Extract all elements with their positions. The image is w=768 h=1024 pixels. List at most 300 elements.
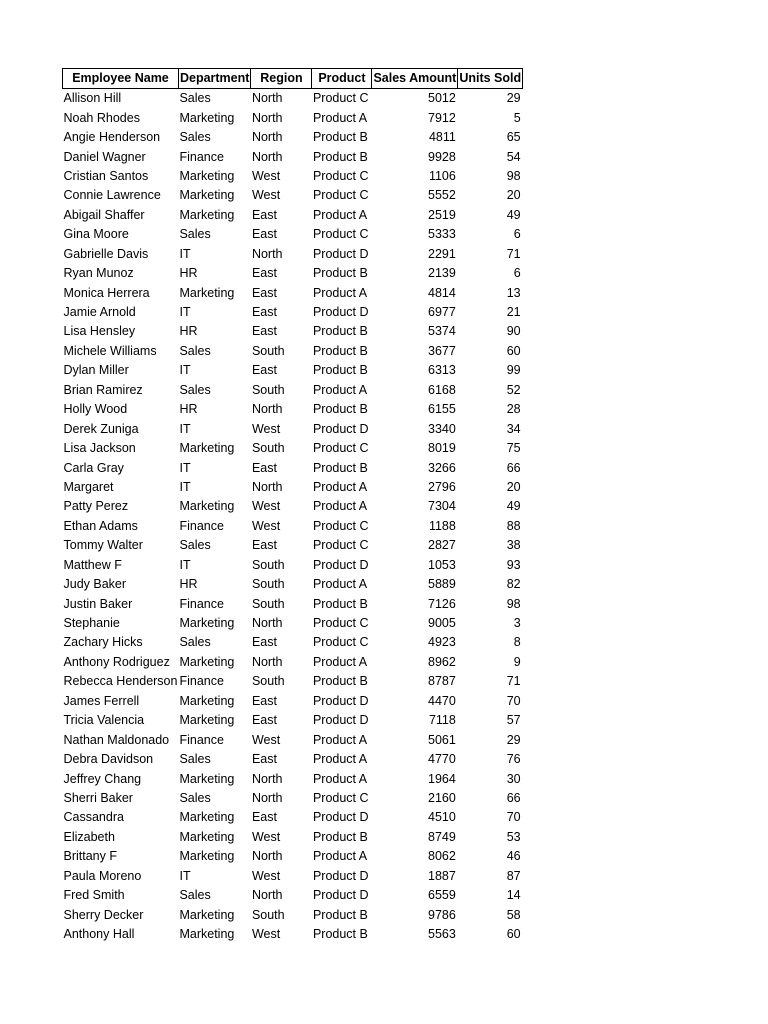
cell-employee-name: Rebecca Henderson — [63, 674, 178, 689]
cell-employee-name: James Ferrell — [63, 693, 140, 708]
cell-sales-amount: 4923 — [428, 635, 456, 650]
cell-department: Sales — [179, 888, 211, 903]
table-row — [63, 828, 523, 847]
cell-department: Marketing — [179, 771, 235, 786]
cell-units-sold: 90 — [506, 324, 521, 339]
cell-employee-name: Nathan Maldonado — [63, 732, 170, 747]
cell-sales-amount: 5563 — [428, 927, 456, 942]
cell-units-sold: 5 — [513, 110, 521, 125]
table-row — [63, 89, 523, 109]
cell-employee-name: Gina Moore — [63, 227, 129, 242]
cell-region: West — [251, 927, 281, 942]
table-row — [63, 633, 523, 652]
cell-units-sold: 29 — [506, 732, 521, 747]
table-row — [63, 672, 523, 691]
cell-region: North — [251, 479, 283, 494]
table-row — [63, 925, 523, 944]
cell-region: North — [251, 790, 283, 805]
cell-product: Product B — [312, 130, 368, 145]
cell-region: East — [251, 285, 277, 300]
cell-department: IT — [179, 363, 191, 378]
table-row — [63, 769, 523, 788]
table-row — [63, 808, 523, 827]
cell-units-sold: 54 — [506, 149, 521, 164]
cell-region: North — [251, 771, 283, 786]
cell-employee-name: Noah Rhodes — [63, 110, 140, 125]
cell-sales-amount: 1106 — [428, 168, 456, 183]
cell-product: Product C — [312, 168, 369, 183]
cell-region: South — [251, 557, 285, 572]
cell-region: North — [251, 149, 283, 164]
cell-department: Marketing — [179, 207, 235, 222]
cell-employee-name: Derek Zuniga — [63, 421, 139, 436]
cell-employee-name: Justin Baker — [63, 596, 133, 611]
cell-units-sold: 6 — [513, 266, 521, 281]
cell-sales-amount: 4470 — [428, 693, 456, 708]
cell-region: West — [251, 868, 281, 883]
cell-units-sold: 21 — [506, 305, 521, 320]
cell-region: West — [251, 168, 281, 183]
cell-sales-amount: 1887 — [428, 868, 456, 883]
cell-region: West — [251, 421, 281, 436]
cell-region: South — [251, 441, 285, 456]
cell-sales-amount: 9005 — [428, 616, 456, 631]
cell-department: IT — [179, 305, 191, 320]
cell-product: Product D — [312, 868, 369, 883]
cell-product: Product C — [312, 441, 369, 456]
cell-sales-amount: 5889 — [428, 577, 456, 592]
cell-region: South — [251, 596, 285, 611]
cell-units-sold: 46 — [506, 849, 521, 864]
cell-units-sold: 28 — [506, 402, 521, 417]
spreadsheet-table — [62, 68, 523, 944]
cell-department: Marketing — [179, 849, 235, 864]
cell-sales-amount: 5012 — [428, 91, 456, 106]
cell-units-sold: 70 — [506, 693, 521, 708]
cell-sales-amount: 8962 — [428, 654, 456, 669]
cell-employee-name: Tommy Walter — [63, 538, 143, 553]
cell-region: East — [251, 635, 277, 650]
table-row — [63, 905, 523, 924]
cell-sales-amount: 7126 — [428, 596, 456, 611]
cell-units-sold: 52 — [506, 382, 521, 397]
cell-product: Product C — [312, 518, 369, 533]
header-employee-name: Employee Name — [63, 69, 179, 89]
cell-units-sold: 34 — [506, 421, 521, 436]
cell-product: Product A — [312, 382, 368, 397]
table-row — [63, 128, 523, 147]
cell-employee-name: Dylan Miller — [63, 363, 129, 378]
cell-employee-name: Connie Lawrence — [63, 188, 161, 203]
cell-product: Product A — [312, 732, 368, 747]
table-row — [63, 206, 523, 225]
cell-department: Marketing — [179, 654, 235, 669]
cell-product: Product B — [312, 402, 368, 417]
cell-region: East — [251, 207, 277, 222]
cell-employee-name: Brittany F — [63, 849, 117, 864]
cell-units-sold: 9 — [513, 654, 521, 669]
cell-units-sold: 98 — [506, 596, 521, 611]
cell-region: West — [251, 732, 281, 747]
cell-region: North — [251, 849, 283, 864]
cell-region: North — [251, 654, 283, 669]
cell-employee-name: Daniel Wagner — [63, 149, 146, 164]
cell-department: Finance — [179, 596, 224, 611]
table-row — [63, 536, 523, 555]
table-body — [63, 89, 523, 945]
cell-department: Marketing — [179, 927, 235, 942]
cell-employee-name: Brian Ramirez — [63, 382, 143, 397]
cell-employee-name: Judy Baker — [63, 577, 127, 592]
cell-sales-amount: 2796 — [428, 479, 456, 494]
cell-product: Product B — [312, 149, 368, 164]
table-row — [63, 225, 523, 244]
cell-department: IT — [179, 246, 191, 261]
cell-product: Product D — [312, 888, 369, 903]
cell-department: Marketing — [179, 713, 235, 728]
cell-employee-name: Cassandra — [63, 810, 124, 825]
table-row — [63, 264, 523, 283]
table-row — [63, 497, 523, 516]
cell-employee-name: Paula Moreno — [63, 868, 142, 883]
cell-department: IT — [179, 421, 191, 436]
cell-region: West — [251, 829, 281, 844]
cell-region: South — [251, 577, 285, 592]
cell-department: IT — [179, 868, 191, 883]
cell-department: Sales — [179, 790, 211, 805]
cell-department: Marketing — [179, 168, 235, 183]
cell-region: West — [251, 499, 281, 514]
cell-employee-name: Patty Perez — [63, 499, 129, 514]
cell-units-sold: 87 — [506, 868, 521, 883]
cell-department: Finance — [179, 674, 224, 689]
cell-employee-name: Monica Herrera — [63, 285, 150, 300]
cell-product: Product A — [312, 654, 368, 669]
cell-product: Product A — [312, 479, 368, 494]
cell-department: Marketing — [179, 110, 235, 125]
cell-product: Product A — [312, 499, 368, 514]
table-row — [63, 381, 523, 400]
cell-units-sold: 71 — [506, 674, 521, 689]
cell-product: Product A — [312, 849, 368, 864]
cell-sales-amount: 6155 — [428, 402, 456, 417]
cell-sales-amount: 8019 — [428, 441, 456, 456]
cell-sales-amount: 1964 — [428, 771, 456, 786]
cell-employee-name: Sherri Baker — [63, 790, 133, 805]
cell-units-sold: 14 — [506, 888, 521, 903]
cell-product: Product C — [312, 227, 369, 242]
table-row — [63, 458, 523, 477]
cell-units-sold: 88 — [506, 518, 521, 533]
cell-department: Sales — [179, 538, 211, 553]
table-row — [63, 439, 523, 458]
cell-units-sold: 13 — [506, 285, 521, 300]
cell-sales-amount: 4811 — [428, 130, 456, 145]
cell-department: Sales — [179, 130, 211, 145]
cell-region: North — [251, 402, 283, 417]
cell-region: North — [251, 91, 283, 106]
cell-units-sold: 66 — [506, 790, 521, 805]
cell-product: Product B — [312, 907, 368, 922]
cell-product: Product B — [312, 363, 368, 378]
cell-sales-amount: 2139 — [428, 266, 456, 281]
cell-region: North — [251, 130, 283, 145]
cell-units-sold: 71 — [506, 246, 521, 261]
cell-department: Sales — [179, 91, 211, 106]
cell-employee-name: Sherry Decker — [63, 907, 144, 922]
cell-units-sold: 49 — [506, 499, 521, 514]
cell-product: Product C — [312, 188, 369, 203]
cell-sales-amount: 9928 — [428, 149, 456, 164]
cell-product: Product C — [312, 635, 369, 650]
cell-region: East — [251, 324, 277, 339]
table-row — [63, 322, 523, 341]
cell-product: Product A — [312, 207, 368, 222]
cell-product: Product C — [312, 616, 369, 631]
cell-units-sold: 76 — [506, 752, 521, 767]
cell-department: Finance — [179, 149, 224, 164]
table-row — [63, 167, 523, 186]
cell-region: North — [251, 616, 283, 631]
cell-employee-name: Lisa Jackson — [63, 441, 136, 456]
cell-region: South — [251, 907, 285, 922]
cell-units-sold: 82 — [506, 577, 521, 592]
table-row — [63, 400, 523, 419]
cell-sales-amount: 8787 — [428, 674, 456, 689]
cell-employee-name: Anthony Rodriguez — [63, 654, 170, 669]
cell-employee-name: Jeffrey Chang — [63, 771, 142, 786]
table-row — [63, 730, 523, 749]
cell-units-sold: 38 — [506, 538, 521, 553]
cell-sales-amount: 1053 — [428, 557, 456, 572]
cell-units-sold: 75 — [506, 441, 521, 456]
cell-units-sold: 99 — [506, 363, 521, 378]
cell-region: East — [251, 266, 277, 281]
table-row — [63, 575, 523, 594]
cell-product: Product C — [312, 538, 369, 553]
table-row — [63, 108, 523, 127]
cell-product: Product B — [312, 927, 368, 942]
cell-employee-name: Holly Wood — [63, 402, 128, 417]
cell-product: Product D — [312, 305, 369, 320]
cell-department: Marketing — [179, 693, 235, 708]
cell-units-sold: 20 — [506, 188, 521, 203]
cell-product: Product B — [312, 324, 368, 339]
table-row — [63, 303, 523, 322]
cell-department: Marketing — [179, 188, 235, 203]
cell-product: Product C — [312, 91, 369, 106]
cell-units-sold: 20 — [506, 479, 521, 494]
cell-region: North — [251, 246, 283, 261]
cell-product: Product D — [312, 246, 369, 261]
table-row — [63, 614, 523, 633]
cell-department: IT — [179, 479, 191, 494]
cell-sales-amount: 6168 — [428, 382, 456, 397]
cell-department: Marketing — [179, 499, 235, 514]
cell-employee-name: Ryan Munoz — [63, 266, 134, 281]
cell-sales-amount: 3266 — [428, 460, 456, 475]
cell-department: Sales — [179, 227, 211, 242]
cell-product: Product B — [312, 596, 368, 611]
cell-product: Product D — [312, 810, 369, 825]
cell-region: North — [251, 888, 283, 903]
cell-units-sold: 3 — [513, 616, 521, 631]
cell-sales-amount: 7118 — [428, 713, 456, 728]
cell-employee-name: Jamie Arnold — [63, 305, 136, 320]
cell-sales-amount: 6313 — [428, 363, 456, 378]
cell-sales-amount: 5061 — [428, 732, 456, 747]
cell-units-sold: 98 — [506, 168, 521, 183]
table-row — [63, 750, 523, 769]
cell-employee-name: Anthony Hall — [63, 927, 135, 942]
cell-department: Finance — [179, 518, 224, 533]
cell-sales-amount: 7912 — [428, 110, 456, 125]
cell-units-sold: 60 — [506, 927, 521, 942]
cell-units-sold: 49 — [506, 207, 521, 222]
cell-region: East — [251, 713, 277, 728]
cell-employee-name: Matthew F — [63, 557, 122, 572]
cell-units-sold: 60 — [506, 343, 521, 358]
cell-sales-amount: 4510 — [428, 810, 456, 825]
cell-employee-name: Zachary Hicks — [63, 635, 143, 650]
cell-sales-amount: 9786 — [428, 907, 456, 922]
cell-sales-amount: 2827 — [428, 538, 456, 553]
cell-product: Product A — [312, 771, 368, 786]
cell-region: East — [251, 538, 277, 553]
cell-department: Sales — [179, 635, 211, 650]
cell-product: Product B — [312, 674, 368, 689]
cell-units-sold: 8 — [513, 635, 521, 650]
cell-sales-amount: 5333 — [428, 227, 456, 242]
cell-units-sold: 66 — [506, 460, 521, 475]
cell-employee-name: Michele Williams — [63, 343, 157, 358]
table-row — [63, 186, 523, 205]
table-row — [63, 245, 523, 264]
cell-employee-name: Allison Hill — [63, 91, 122, 106]
cell-employee-name: Carla Gray — [63, 460, 124, 475]
header-units-sold: Units Sold — [458, 69, 523, 89]
cell-product: Product B — [312, 266, 368, 281]
cell-department: Sales — [179, 752, 211, 767]
cell-employee-name: Elizabeth — [63, 829, 115, 844]
cell-product: Product A — [312, 285, 368, 300]
table-row — [63, 692, 523, 711]
cell-region: South — [251, 343, 285, 358]
cell-department: HR — [179, 402, 198, 417]
cell-sales-amount: 7304 — [428, 499, 456, 514]
cell-sales-amount: 3340 — [428, 421, 456, 436]
cell-product: Product B — [312, 829, 368, 844]
cell-region: West — [251, 518, 281, 533]
table-row — [63, 886, 523, 905]
cell-product: Product C — [312, 790, 369, 805]
cell-units-sold: 70 — [506, 810, 521, 825]
cell-sales-amount: 3677 — [428, 343, 456, 358]
cell-sales-amount: 1188 — [428, 518, 456, 533]
cell-units-sold: 29 — [506, 91, 521, 106]
cell-product: Product D — [312, 713, 369, 728]
table-row — [63, 594, 523, 613]
cell-employee-name: Fred Smith — [63, 888, 125, 903]
cell-units-sold: 65 — [506, 130, 521, 145]
cell-department: Marketing — [179, 829, 235, 844]
table-row — [63, 847, 523, 866]
cell-department: Marketing — [179, 810, 235, 825]
cell-department: Finance — [179, 732, 224, 747]
table-row — [63, 653, 523, 672]
cell-sales-amount: 8062 — [428, 849, 456, 864]
cell-sales-amount: 5552 — [428, 188, 456, 203]
table-row — [63, 517, 523, 536]
cell-product: Product A — [312, 110, 368, 125]
table-row — [63, 789, 523, 808]
cell-product: Product D — [312, 693, 369, 708]
cell-employee-name: Debra Davidson — [63, 752, 154, 767]
cell-region: East — [251, 227, 277, 242]
cell-region: West — [251, 188, 281, 203]
table-row — [63, 419, 523, 438]
table-row — [63, 283, 523, 302]
header-product: Product — [312, 69, 372, 89]
cell-product: Product D — [312, 557, 369, 572]
cell-department: Marketing — [179, 616, 235, 631]
table-row — [63, 478, 523, 497]
cell-product: Product A — [312, 752, 368, 767]
header-sales-amount: Sales Amount — [372, 69, 458, 89]
cell-region: South — [251, 382, 285, 397]
cell-department: Sales — [179, 382, 211, 397]
cell-region: South — [251, 674, 285, 689]
cell-sales-amount: 4770 — [428, 752, 456, 767]
cell-employee-name: Ethan Adams — [63, 518, 138, 533]
table-row — [63, 361, 523, 380]
cell-product: Product B — [312, 460, 368, 475]
cell-department: Marketing — [179, 907, 235, 922]
cell-sales-amount: 6977 — [428, 305, 456, 320]
cell-sales-amount: 2519 — [428, 207, 456, 222]
cell-department: Sales — [179, 343, 211, 358]
cell-employee-name: Stephanie — [63, 616, 120, 631]
cell-employee-name: Gabrielle Davis — [63, 246, 149, 261]
cell-employee-name: Tricia Valencia — [63, 713, 145, 728]
cell-product: Product B — [312, 343, 368, 358]
cell-product: Product A — [312, 577, 368, 592]
table-row — [63, 711, 523, 730]
cell-units-sold: 93 — [506, 557, 521, 572]
cell-product: Product D — [312, 421, 369, 436]
header-row — [63, 69, 523, 89]
header-region: Region — [251, 69, 312, 89]
cell-region: East — [251, 460, 277, 475]
cell-region: East — [251, 810, 277, 825]
cell-units-sold: 58 — [506, 907, 521, 922]
cell-region: East — [251, 363, 277, 378]
cell-region: East — [251, 693, 277, 708]
cell-region: East — [251, 305, 277, 320]
cell-units-sold: 6 — [513, 227, 521, 242]
cell-department: Marketing — [179, 285, 235, 300]
cell-employee-name: Angie Henderson — [63, 130, 161, 145]
cell-units-sold: 53 — [506, 829, 521, 844]
table-row — [63, 147, 523, 166]
cell-sales-amount: 2160 — [428, 790, 456, 805]
header-department: Department — [178, 69, 250, 89]
cell-department: HR — [179, 577, 198, 592]
cell-sales-amount: 6559 — [428, 888, 456, 903]
cell-sales-amount: 8749 — [428, 829, 456, 844]
cell-region: North — [251, 110, 283, 125]
cell-department: HR — [179, 324, 198, 339]
